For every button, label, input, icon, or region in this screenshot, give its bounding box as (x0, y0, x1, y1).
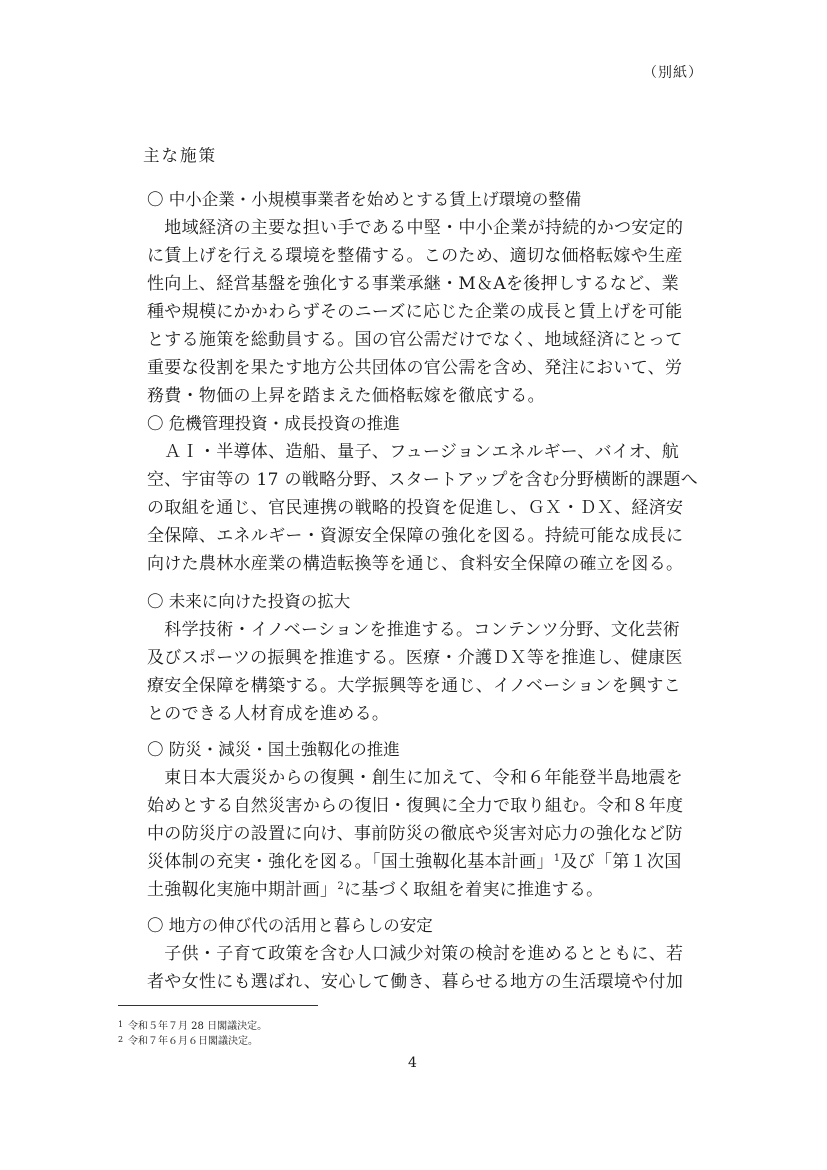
section-heading: 〇 未来に向けた投資の拡大 (147, 592, 351, 611)
section-future-investment (147, 588, 717, 728)
body-line: 向けた農林水産業の構造転換等を通じ、食料安全保障の確立を図る。 (147, 554, 684, 574)
body-line: 種や規模にかかわらずそのニーズに応じた企業の成長と賃上げを可能 (147, 302, 683, 322)
footnote-number: 1 (118, 1020, 124, 1029)
body-line: 科学技術・イノベーションを推進する。コンテンツ分野、文化芸術 (147, 620, 681, 640)
page-number: 4 (408, 1055, 417, 1071)
footnote-ref-1: 1 (553, 853, 561, 864)
footnote (118, 1018, 267, 1034)
section-regional-growth (147, 912, 717, 996)
body-line: 始めとする自然災害からの復旧・復興に全力で取り組む。令和８年度 (147, 796, 684, 816)
body-line: 者や女性にも選ばれ、安心して働き、暮らせる地方の生活環境や付加 (147, 972, 684, 992)
body-text: に基づく取組を着実に推進する。 (343, 880, 604, 900)
section-wage-environment (147, 186, 717, 410)
section-heading: 〇 地方の伸び代の活用と暮らしの安定 (147, 916, 433, 935)
section-heading: 〇 中小企業・小規模事業者を始めとする賃上げ環境の整備 (147, 190, 582, 209)
footnote (118, 1033, 258, 1049)
section-heading: 〇 危機管理投資・成長投資の推進 (147, 414, 400, 433)
body-line: 中の防災庁の設置に向け、事前防災の徹底や災害対応力の強化など防 (147, 824, 683, 844)
body-line: に賃上げを行える環境を整備する。このため、適切な価格転嫁や生産 (147, 246, 683, 266)
section-disaster-prevention (147, 736, 717, 904)
annex-label: （別紙） (643, 65, 703, 81)
body-line: 東日本大震災からの復興・創生に加えて、令和６年能登半島地震を (147, 768, 683, 788)
body-line: ＡＩ・半導体、造船、量子、フュージョンエネルギー、バイオ、航 (147, 442, 680, 462)
section-heading: 〇 防災・減災・国土強靱化の推進 (147, 740, 400, 759)
body-text: 災体制の充実・強化を図る。 (147, 852, 372, 872)
body-line: 重要な役割を果たす地方公共団体の官公需を含め、発注において、労 (147, 358, 683, 378)
footnote-divider (118, 1005, 318, 1006)
section-crisis-management-investment (147, 410, 717, 578)
body-line-with-footnote (147, 876, 717, 904)
body-line: とする施策を総動員する。国の官公需だけでなく、地域経済にとって (147, 330, 683, 350)
body-line: の取組を通じ、官民連携の戦略的投資を促進し、ＧＸ・ＤＸ、経済安 (147, 498, 684, 518)
footnote-ref-2: 2 (337, 881, 344, 892)
body-line: 空、宇宙等の 17 の戦略分野、スタートアップを含む分野横断的課題へ (147, 470, 698, 490)
body-line: 全保障、エネルギー・資源安全保障の強化を図る。持続可能な成長に (147, 526, 684, 546)
body-line: とのできる人材育成を進める。 (147, 704, 390, 724)
body-line: 子供・子育て政策を含む人口減少対策の検討を進めるとともに、若 (147, 944, 684, 964)
footnote-number: 2 (118, 1035, 124, 1044)
footnote-text: 令和７年６月６日閣議決定。 (128, 1036, 258, 1047)
body-text: 及び「第１次国 (560, 852, 682, 872)
body-text: 土強靱化実施中期計画」 (147, 880, 338, 900)
body-line: 務費・物価の上昇を踏まえた価格転嫁を徹底する。 (147, 386, 545, 406)
body-text: 「国土強靱化基本計画」 (371, 852, 554, 872)
body-line: 地域経済の主要な担い手である中堅・中小企業が持続的かつ安定的 (147, 218, 684, 238)
footnote-text: 令和５年７月 28 日閣議決定。 (128, 1021, 268, 1032)
document-title: 主な施策 (143, 146, 217, 165)
body-line-with-footnote (147, 848, 717, 876)
body-line: 性向上、経営基盤を強化する事業承継・M＆Aを後押しするなど、業 (147, 274, 679, 294)
body-line: 療安全保障を構築する。大学振興等を通じ、イノベーションを興すこ (147, 676, 681, 696)
body-line: 及びスポーツの振興を推進する。医療・介護ＤＸ等を推進し、健康医 (147, 648, 683, 668)
